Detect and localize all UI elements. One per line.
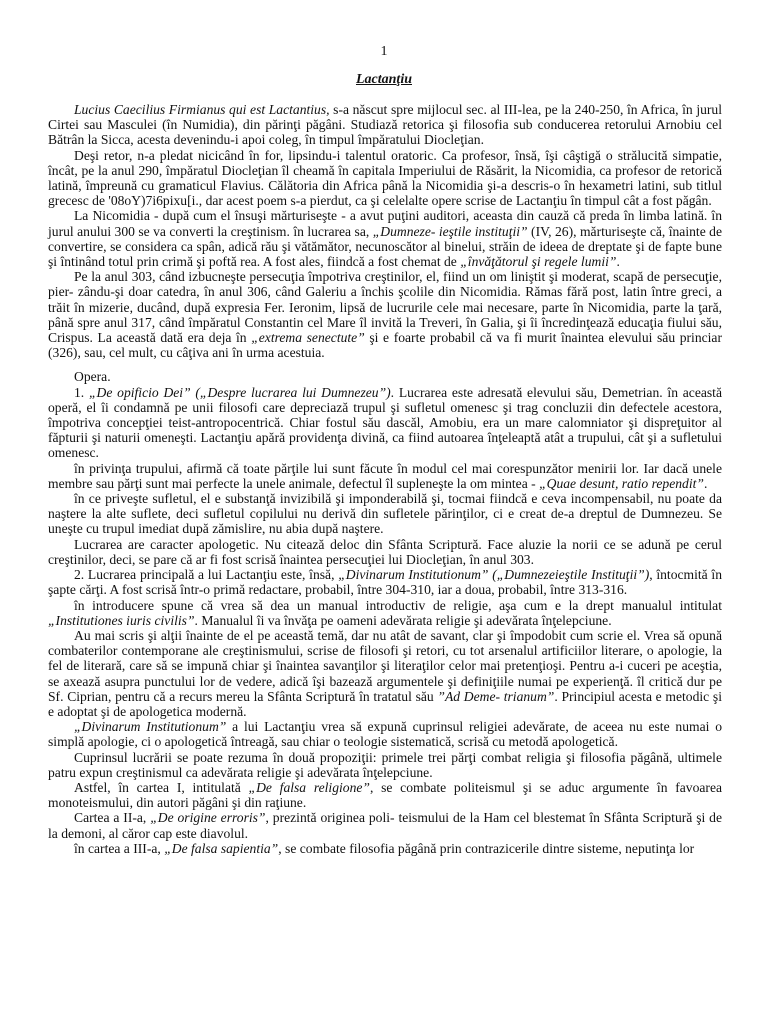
italic-text: „De opificio Dei” („Despre lucrarea lui Dumnezeu”) — [88, 384, 391, 400]
text-run: (IV, 26), mărturiseşte că, înainte de convertire, se considera ca spân, adică rău şi vătămător, necunoscător al binelui, străin de ideea de dreptate şi de fapte bune şi întinând totul prin crimă şi poftă rea. A fost ales, fiindcă a fost chemat de — [48, 223, 722, 270]
italic-text: „Quae desunt, ratio rependit” — [539, 475, 704, 491]
text-run: în cartea a III-a, — [74, 840, 165, 856]
paragraph — [48, 369, 722, 384]
paragraph — [48, 841, 722, 856]
text-run: s-a născut spre mijlocul sec. al III-lea, pe la 240-250, în Africa, în jurul Cirtei sau Masculei (în Numidia), din părinţi păgâni. Studiază retorica şi filosofia sub conducerea retorului Arnobiu cel Bătrân la Sicca, acesta devenindu-i apoi coleg, în timpul împăratului Diocleţian. — [48, 102, 722, 148]
text-run: , se combate filosofia păgână prin contrazicerile dintre sisteme, neputinţa lor — [278, 840, 695, 856]
text-run: La Nicomidia - după cum el însuşi mărturiseşte - a avut puţini auditori, aceasta din cauză că preda în limba latină. în jurul anului 300 se va converti la creştinism. în lucrarea sa, — [48, 208, 722, 239]
text-run: 2. Lucrarea principală a lui Lactanţiu este, însă, — [74, 567, 339, 583]
paragraph — [48, 628, 722, 719]
text-run: Cartea a II-a, — [74, 810, 151, 826]
paragraph — [48, 148, 722, 209]
text-run: şi e foarte probabil că va fi murit înaintea elevului său princiar (326), sau, cel mult, cu câţiva ani în urma acestuia. — [48, 330, 722, 361]
page-number: 1 — [380, 44, 388, 59]
paragraph — [48, 598, 722, 628]
paragraph — [48, 780, 722, 810]
paragraph — [48, 491, 722, 537]
italic-text: „Institutiones iuris civilis” — [48, 612, 195, 628]
paragraph — [48, 750, 722, 780]
text-run: , prezintă originea poli- teismului de la Ham cel blestemat în Sfânta Scriptură şi de la demoni, al căror cap este diavolul. — [48, 810, 722, 841]
text-run: Lucrarea are caracter apologetic. Nu citează deloc din Sfânta Scriptură. Face aluzie la norii ce se adună pe cerul creştinilor, deci, se pare că ar fi fost scrisă înaintea persecuţiei lui Diocleţian, în anul 303. — [48, 536, 722, 567]
paragraph — [48, 208, 722, 269]
document-body — [48, 102, 722, 856]
text-run: . Principiul acesta e metodic şi e adoptat şi de apologetica modernă. — [48, 688, 722, 719]
text-run: Opera. — [74, 369, 111, 385]
paragraph — [48, 102, 722, 148]
text-run: , întocmită în şapte cărţi. A fost scrisă într-o primă redactare, probabil, între 304-310, iar a doua, probabil, între 313-316. — [48, 567, 723, 598]
text-run: în introducere spune că vrea să dea un manual introductiv de religie, aşa cum e la drept manualul intitulat — [74, 597, 722, 613]
italic-text: „învăţătorul şi regele lumii” — [460, 254, 617, 270]
paragraph — [48, 567, 722, 597]
text-run: . — [616, 254, 620, 270]
italic-text: ”Ad Deme- trianum” — [437, 688, 555, 704]
italic-text: Lucius Caecilius Firmianus qui est Lactantius, — [74, 102, 330, 117]
text-run: . Manualul îi va învăţa pe oameni adevărata religie şi adevărata înţelepciune. — [194, 612, 612, 628]
paragraph — [48, 269, 722, 360]
italic-text: „Divinarum Institutionum” („Dumnezeieştile Instituţii”) — [338, 567, 650, 583]
italic-text: „De falsa religione” — [248, 779, 370, 795]
text-run: Deşi retor, n-a pledat nicicând în for, lipsindu-i talentul oratoric. Ca profesor, însă, îşi câştigă o strălucită simpatie, încât, pe la anul 290, împăratul Diocleţian îl cheamă în capitala Imperiului de Răsărit, la Nicomidia, ca profesor de retorică latină, împreună cu gramaticul Flavius. Călătoria din Africa până la Nicomidia şi-a descris-o în hexametri latini, sub titlul grecesc de '08oY)7i6pixu[i., dar acest poem s-a pierdut, ca şi celelalte opere scrise de Lactanţiu în timpul cât a fost păgân. — [48, 147, 722, 209]
page-title: Lactanţiu — [355, 72, 412, 87]
italic-text: „De origine erroris” — [150, 810, 266, 826]
text-run: . Lucrarea este adresată elevului său, Demetrian. în această operă, el îi condamnă pe unii filosofi care depreciază trupul şi sufletul omenesc şi trag concluzii din defectele acestora, împotriva concepţiei teist-antropocentrică. Chiar fostul său dascăl, Amobiu, era un mare calomniator şi dispreţuitor al făpturii şi naturii omeneşti. Lactanţiu apără providenţa divină, ca fiind autoarea înţeleaptă atât a trupului, cât şi a sufletului omenesc. — [48, 384, 722, 461]
text-run: Astfel, în cartea I, intitulată — [74, 779, 249, 795]
italic-text: „Dumneze- ieştile instituţii” — [372, 223, 528, 239]
italic-text: „De falsa sapientia” — [164, 840, 279, 856]
text-run: a lui Lactanţiu vrea să expună cuprinsul religiei adevărate, de aceea nu este numai o simplă apologie, ci o apologetică întreagă, sau chiar o teologie sistematică, scrisă cu metodă apologetică. — [48, 719, 722, 750]
text-run: . — [703, 475, 708, 491]
text-run: în ce priveşte sufletul, el e substanţă invizibilă şi imponderabilă şi, tocmai fiindcă e ceva incompensabil, nu poate da naştere la alte suflete, deci sufletul copilului nu derivă din sufletele părinţilor, ci e creat de-a dreptul de Dumnezeu. Se uneşte cu trupul imediat după zămislire, nu abia după naştere. — [48, 491, 722, 537]
paragraph — [48, 810, 722, 840]
paragraph — [48, 719, 722, 749]
italic-text: „Divinarum Institutionum” — [74, 719, 227, 735]
text-run: în privinţa trupului, afirmă că toate părţile lui sunt făcute în modul cel mai corespunzător menirii lor. Iar dacă unele membre sau părţi sunt mai perfecte la unele animale, defectul îl supleneşte la om mintea - — [48, 460, 722, 491]
text-run: Pe la anul 303, când izbucneşte persecuţia împotriva creştinilor, el, fiind un om liniştit şi moderat, scapă de persecuţie, pier- zându-şi doar catedra, în anul 306, când Galeriu a închis şcolile din Nicomidia. Rămas fără post, latin între greci, a trăit în mizerie, ducând, după expresia Fer. Ieronim, lipsă de lucrurile cele mai necesare, parte în Nicomidia, parte la ţară, până spre anul 317, când împăratul Constantin cel Mare îl invită la Treveri, în Galia, şi îi încredinţează educaţia fiului său, Crispus. La această dată era deja în — [48, 269, 722, 346]
paragraph — [48, 461, 722, 491]
paragraph — [48, 537, 722, 567]
italic-text: „extrema senectute” — [251, 330, 365, 346]
text-run: 1. — [74, 384, 89, 400]
paragraph — [48, 385, 722, 461]
text-run: Cuprinsul lucrării se poate rezuma în două propoziţii: primele trei părţi combat religia şi filosofia păgână, ultimele patru expun creştinismul ca adevărata religie şi adevărata înţelepciune. — [48, 749, 722, 780]
text-run: Au mai scris şi alţii înainte de el pe această temă, dar nu atât de savant, clar şi împodobit cum scrie el. Vrea să opună combaterilor contemporane ale creştinismului, scrise de filosofi şi retori, cu tot arsenalul artificiilor literare, o apologie, la fel de literară, care să se impună chiar şi înaintea savanţilor şi literaţilor celor mai pretenţioşi. Pentru a-i cuceri pe aceştia, se axează asupra punctului lor de vedere, adică îşi bazează argumentele şi definiţiile numai pe experienţă. îl critică dur pe Sf. Ciprian, pentru că a recurs mereu la Sfânta Scriptură în tratatul său — [48, 627, 722, 704]
text-run: , se combate politeismul şi se aduc argumente în favoarea monoteismului, din autori păgâni şi din raţiune. — [48, 779, 723, 811]
